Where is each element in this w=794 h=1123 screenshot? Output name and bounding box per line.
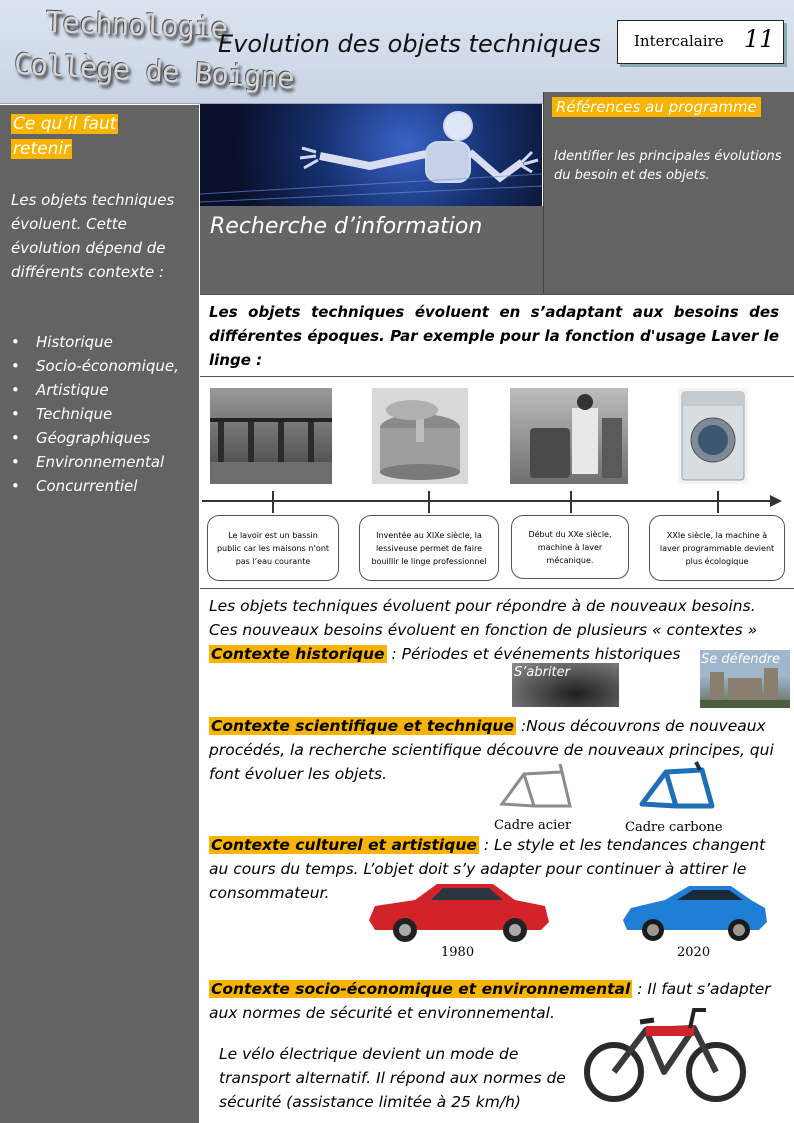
velo-text: Le vélo électrique devient un mode de transport alternatif. Il répond aux normes de sécurité (assistance limitée à 25 km/h) [219,1045,566,1111]
lavoir-photo [210,388,332,484]
context-item: • Artistique [11,378,199,402]
page-title: Evolution des objets techniques [218,30,601,58]
intercalaire-label: Intercalaire [634,32,724,50]
body-line: Ces nouveaux besoins évoluent en fonction de plusieurs « contextes » [209,621,758,639]
context-item: • Environnemental [11,450,199,474]
intercalaire-number: 11 [744,25,775,53]
socio-label: Contexte socio-économique et environnemental [211,980,631,998]
timeline-axis [202,500,772,502]
cadre-carbone-image [636,760,720,814]
caption-cadre-carbone: Cadre carbone [625,820,723,835]
references-panel [543,92,794,294]
timeline-tick [570,491,572,513]
timeline-tick [717,491,719,513]
timeline-tick [428,491,430,513]
context-item: • Concurrentiel [11,474,199,498]
timeline-label: XXIe siècle, la machine à laver programmable devient plus écologique [649,515,785,581]
context-list [11,330,199,498]
context-item: • Géographiques [11,426,199,450]
page-header [0,0,794,104]
caption-defendre: Se défendre [701,652,781,667]
scientifique-text: :Nous découvrons de nouveaux procédés, la recherche scientifique découvre de nouveaux principes, qui font évoluer les objets. [209,717,774,783]
timeline-label: Le lavoir est un bassin public car les maisons n’ont pas l’eau courante [207,515,339,581]
culturel-text: : Le style et les tendances changent au cours du temps. L’objet doit s’y adapter pour continuer à attirer le consommateur. [209,836,766,902]
audi-2020-image [619,880,770,942]
references-title: Références au programme [552,97,761,117]
socio-text: : Il faut s’adapter aux normes de sécurité et environnemental. [209,980,771,1022]
sidebar-intro: Les objets techniques évoluent. Cette évolution dépend de différents contexte : [11,191,175,281]
caption-abriter: S’abriter [514,665,570,680]
context-item: • Historique [11,330,199,354]
timeline-tick [272,491,274,513]
machine-mecanique-photo [510,388,628,484]
velo-electrique-image [582,1000,748,1105]
historique-paragraph [209,642,709,666]
body-line: Les objets techniques évoluent pour répondre à de nouveaux besoins. [209,597,756,615]
section-title-panel [200,206,543,294]
timeline-arrow [770,495,782,507]
historique-text: : Périodes et événements historiques [386,645,681,663]
divider [200,376,794,377]
sidebar-heading: Ce qu’il faut retenir [13,114,117,159]
machine-moderne-photo [678,388,748,484]
year-new: 2020 [677,945,711,960]
intercalaire-box [617,20,784,64]
logo-line-1: Technologie [45,4,228,46]
historique-label: Contexte historique [211,645,385,663]
robot-image [200,104,542,206]
scientifique-label: Contexte scientifique et technique [211,717,514,735]
cadre-acier-image [490,760,578,814]
audi-1980-image [365,878,552,944]
timeline-label: Inventée au XIXe siècle, la lessiveuse permet de faire bouillir le linge professionnel [359,515,499,581]
divider [200,588,794,589]
intro-text: Les objets techniques évoluent en s’adaptant aux besoins des différentes époques. Par exemple pour la fonction d'usage Laver le linge : [209,303,779,369]
year-old: 1980 [441,945,475,960]
divider [200,294,794,295]
section-title: Recherche d’information [210,214,483,239]
lessiveuse-photo [372,388,468,484]
logo-line-2: Collège de Boigne [13,46,295,96]
culturel-label: Contexte culturel et artistique [211,836,477,854]
context-item: • Technique [11,402,199,426]
caption-cadre-acier: Cadre acier [494,818,572,833]
context-item: • Socio-économique, [11,354,199,378]
references-text: Identifier les principales évolutions du besoin et des objets. [554,149,782,183]
timeline-label: Début du XXe siècle, machine à laver mécanique. [511,515,629,579]
